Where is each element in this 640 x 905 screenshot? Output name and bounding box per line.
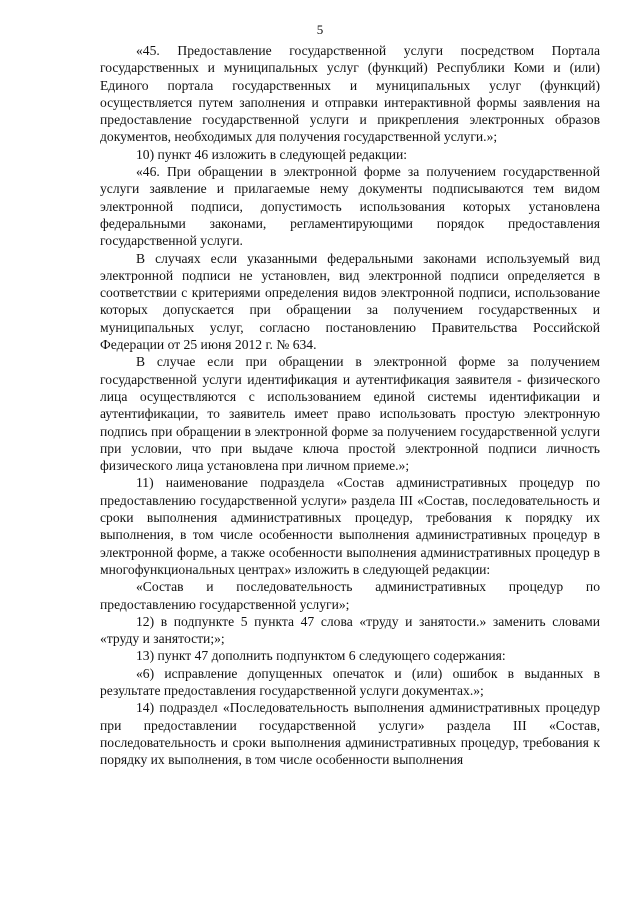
paragraph-item-11: 11) наименование подраздела «Состав административных процедур по предоставлению государственной услуги» раздела III «Состав, последовательность и сроки выполнения административных процедур, требования к порядку их выполнения, в том числе особенности выполнения административных процедур в электронной форме, а также особенности выполнения административных процедур в многофункциональных центрах» изложить в следующей редакции: <box>100 475 600 577</box>
paragraph-new-title: «Состав и последовательность административных процедур по предоставлению государственной услуги»; <box>100 579 600 612</box>
page-number: 5 <box>316 22 324 37</box>
document-body <box>100 42 600 768</box>
paragraph-identification: В случае если при обращении в электронной форме за получением государственной услуги идентификация и аутентификация заявителя - физического лица осуществляются с использованием единой системы идентификации и аутентификации, то заявитель имеет право использовать простую электронную подпись при обращении в электронной форме за получением государственной услуги при условии, что при выдаче ключа простой электронной подписи личность физического лица установлена при личном приеме.»; <box>100 354 600 474</box>
paragraph-item-13: 13) пункт 47 дополнить подпунктом 6 следующего содержания: <box>136 648 506 664</box>
paragraph-45: «45. Предоставление государственной услуги посредством Портала государственных и муниципальных услуг (функций) Республики Коми и (или) Единого портала государственных и муниципальных услуг (функций) осуществляется путем заполнения и отправки интерактивной формы заявления на предоставление государственной услуги и прикрепления электронных образов документов, необходимых для получения государственной услуги.»; <box>100 43 600 145</box>
paragraph-46: «46. При обращении в электронной форме за получением государственной услуги заявление и прилагаемые нему документы подписываются тем видом электронной подписи, допустимость использования которых установлена федеральными законами, регламентирующими порядок предоставления государственной услуги. <box>100 164 600 249</box>
paragraph-signature-type: В случаях если указанными федеральными законами используемый вид электронной подписи не установлен, вид электронной подписи определяется в соответствии с критериями определения видов электронной подписи, использование которых допускается при обращении за получением государственных и муниципальных услуг, согласно постановлению Правительства Российской Федерации от 25 июня 2012 г. № 634. <box>100 250 600 353</box>
paragraph-item-14: 14) подраздел «Последовательность выполнения административных процедур при предоставлении государственной услуги» раздела III «Состав, последовательность и сроки выполнения административных процедур, требования к порядку их выполнения, в том числе особенности выполнения <box>100 700 600 768</box>
paragraph-item-10: 10) пункт 46 изложить в следующей редакции: <box>136 146 408 162</box>
paragraph-subitem-6: «6) исправление допущенных опечаток и (или) ошибок в выданных в результате предоставления государственной услуги документах.»; <box>100 665 600 698</box>
paragraph-item-12: 12) в подпункте 5 пункта 47 слова «труду и занятости.» заменить словами «труду и занятости;»; <box>100 613 600 647</box>
